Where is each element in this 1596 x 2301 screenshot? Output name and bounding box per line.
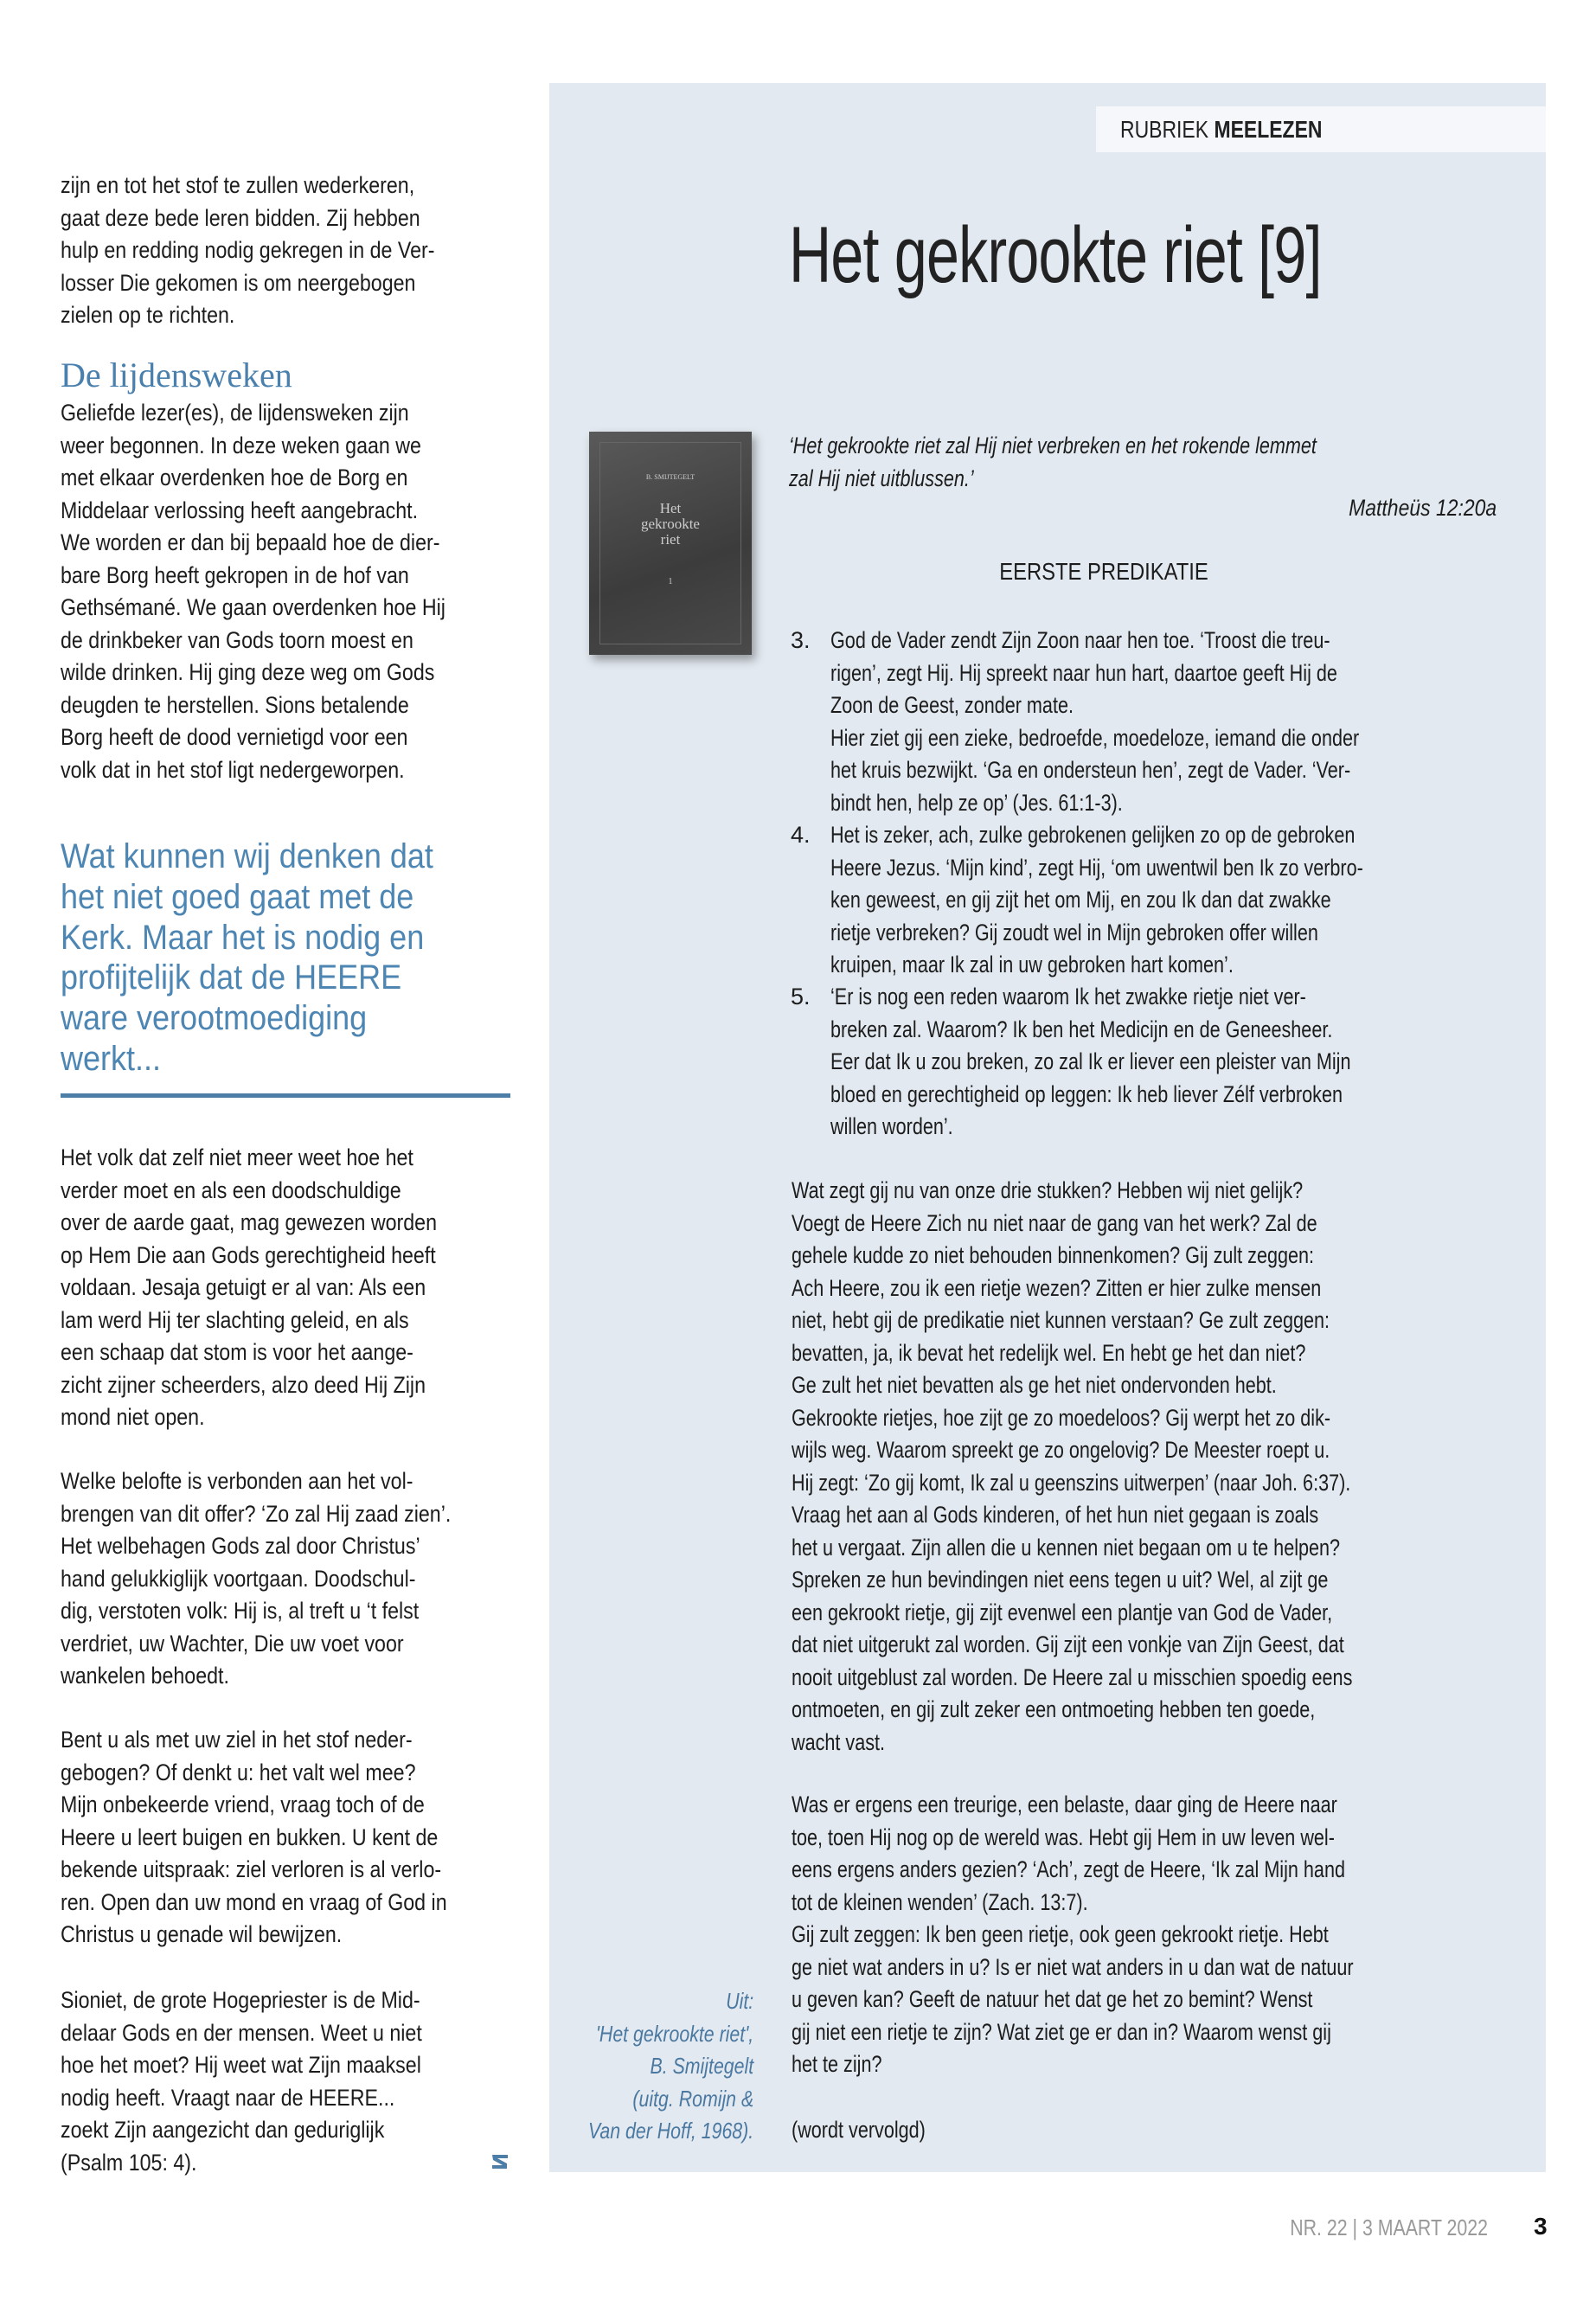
source-caption <box>552 1985 753 2148</box>
rubric-prefix: RUBRIEK <box>1120 116 1209 143</box>
text-line: mond niet open. <box>61 1404 205 1430</box>
text-line: Was er ergens een treurige, een belaste, daar ging de Heere naar <box>792 1791 1337 1817</box>
text-line: 'Het gekrookte riet', <box>595 2020 753 2047</box>
text-line: bevatten, ja, ik bevat het redelijk wel. En hebt ge het dan niet? <box>792 1339 1306 1366</box>
text-line: profijtelijk dat de HEERE <box>61 958 402 997</box>
paragraph <box>61 1984 481 2179</box>
text-line: wankelen behoedt. <box>61 1663 229 1689</box>
pull-quote-divider <box>61 1093 510 1098</box>
list-number: 5. <box>791 984 811 1009</box>
text-line: hoe het moet? Hij weet wat Zijn maaksel <box>61 2052 421 2078</box>
text-line: Heere u leert buigen en bukken. U kent de <box>61 1823 439 1850</box>
text-line: (uitg. Romijn & <box>632 2085 753 2112</box>
list-number: 4. <box>791 822 811 848</box>
list-item <box>830 625 1491 819</box>
list-number: 3. <box>791 627 811 653</box>
text-line: Welke belofte is verbonden aan het vol- <box>61 1468 413 1494</box>
text-line: Voegt de Heere Zich nu niet naar de gang van het werk? Zal de <box>792 1209 1317 1236</box>
text-line: rigen’, zegt Hij. Hij spreekt naar hun hart, daartoe geeft Hij de <box>830 659 1337 686</box>
text-line: Uit: <box>726 1988 753 2014</box>
book-title <box>589 501 752 548</box>
text-line: ken geweest, en gij zijt het om Mij, en zou Ik dan dat zwakke <box>830 887 1331 913</box>
text-line: Vraag het aan al Gods kinderen, of het hun niet gegaan is zoals <box>792 1502 1319 1528</box>
text-line: met elkaar overdenken hoe de Borg en <box>61 465 408 490</box>
text-line: ‘Er is nog een reden waarom Ik het zwakke rietje niet ver- <box>830 984 1306 1009</box>
text-line: bekende uitspraak: ziel verloren is al verlo- <box>61 1856 442 1882</box>
text-line: lam werd Hij ter slachting geleid, en als <box>61 1306 409 1333</box>
text-line: ontmoeten, en gij zult zeker een ontmoeting hebben ten goede, <box>792 1696 1316 1722</box>
text-line: Zoon de Geest, zonder mate. <box>830 692 1074 718</box>
text-line: zal Hij niet uitblussen.’ <box>789 465 974 491</box>
text-line: het te zijn? <box>792 2051 882 2077</box>
text-line: ‘Het gekrookte riet zal Hij niet verbreken en het rokende lemmet <box>789 433 1317 458</box>
text-line: dat niet uitgerukt zal worden. Gij zijt een vonkje van Zijn Geest, dat <box>792 1631 1344 1657</box>
paragraph <box>792 1175 1492 1759</box>
text-line: Van der Hoff, 1968). <box>587 2118 753 2144</box>
text-line: Heere Jezus. ‘Mijn kind’, zegt Hij, ‘om uwentwil ben Ik zo verbro- <box>830 854 1363 881</box>
text-line: Hij zegt: ‘Zo gij komt, Ik zal u geenszins uitwerpen’ (naar Joh. 6:37). <box>792 1469 1351 1496</box>
text-line: Gij zult zeggen: Ik ben geen rietje, ook geen gekrookt rietje. Hebt <box>792 1921 1329 1947</box>
section-heading: De lijdensweken <box>61 356 292 394</box>
text-line: zoekt Zijn aangezicht dan geduriglijk <box>61 2117 385 2143</box>
text-line: ren. Open dan uw mond en vraag of God in <box>61 1888 447 1915</box>
text-line: Wat zegt gij nu van onze drie stukken? Hebben wij niet gelijk? <box>792 1177 1304 1203</box>
text-line: Sioniet, de grote Hogepriester is de Mid- <box>61 1987 420 2013</box>
text-line: willen worden’. <box>830 1113 953 1139</box>
text-line: bare Borg heeft gekropen in de hof van <box>61 561 409 588</box>
continued-text: (wordt vervolgd) <box>792 2117 926 2143</box>
text-line: bindt hen, help ze op’ (Jes. 61:1-3). <box>830 789 1123 816</box>
rubric-name: MEELEZEN <box>1214 116 1323 143</box>
sermon-subheading: EERSTE PREDIKATIE <box>999 558 1208 585</box>
text-line: verdriet, uw Wachter, Die uw voet voor <box>61 1630 404 1657</box>
pull-quote <box>61 836 475 1080</box>
text-line: wilde drinken. Hij ging deze weg om Gods <box>61 659 435 685</box>
text-line: Geliefde lezer(es), de lijdensweken zijn <box>61 400 409 426</box>
text-line: Wat kunnen wij denken dat <box>61 837 433 875</box>
text-line: Gethsémané. We gaan overdenken hoe Hij <box>61 594 445 620</box>
text-line: brengen van dit offer? ‘Zo zal Hij zaad zien’. <box>61 1500 452 1527</box>
text-line: delaar Gods en der mensen. Weet u niet <box>61 2019 422 2046</box>
text-line: hand gelukkiglijk voortgaan. Doodschul- <box>61 1565 416 1592</box>
text-line: Bent u als met uw ziel in het stof neder- <box>61 1727 413 1753</box>
intro-paragraph <box>61 170 496 332</box>
book-author: B. SMIJTEGELT <box>645 473 695 481</box>
text-line: breken zal. Waarom? Ik ben het Medicijn en de Geneesheer. <box>830 1016 1333 1042</box>
book-title-line: riet <box>660 531 681 548</box>
text-line: hulp en redding nodig gekregen in de Ver- <box>61 237 435 263</box>
text-line: werkt... <box>61 1039 162 1078</box>
text-line: deugden te herstellen. Sions betalende <box>61 691 409 718</box>
text-line: eens ergens anders gezien? ‘Ach’, zegt de Heere, ‘Ik zal Mijn hand <box>792 1856 1345 1882</box>
page-number: 3 <box>1534 2213 1548 2240</box>
scripture-quote <box>789 430 1448 495</box>
text-line: het kruis bezwijkt. ‘Ga en ondersteun hen’, zegt de Vader. ‘Ver- <box>830 757 1351 783</box>
text-line: Ge zult het niet bevatten als ge het niet ondervonden hebt. <box>792 1372 1277 1398</box>
book-volume: 1 <box>668 577 673 586</box>
text-line: losser Die gekomen is om neergebogen <box>61 269 416 296</box>
text-line: Eer dat Ik u zou breken, zo zal Ik er liever een pleister van Mijn <box>830 1048 1351 1074</box>
text-line: Het is zeker, ach, zulke gebrokenen gelijken zo op de gebroken <box>830 822 1356 848</box>
text-line: Het volk dat zelf niet meer weet hoe het <box>61 1144 413 1170</box>
text-line: op Hem Die aan Gods gerechtigheid heeft <box>61 1241 436 1268</box>
book-cover-image <box>589 432 752 655</box>
text-line: wijls weg. Waarom spreekt ge zo ongelovig? De Meester roept u. <box>792 1437 1330 1463</box>
text-line: over de aarde gaat, mag gewezen worden <box>61 1209 438 1235</box>
text-line: Mijn onbekeerde vriend, vraag toch of de <box>61 1791 425 1817</box>
text-line: Het welbehagen Gods zal door Christus’ <box>61 1533 420 1559</box>
text-line: Spreken ze hun bevindingen niet eens tegen u uit? Wel, al zijt ge <box>792 1567 1329 1593</box>
list-item <box>830 981 1481 1144</box>
book-title-line: Het <box>659 500 682 516</box>
text-line: Gekrookte rietjes, hoe zijt ge zo moedeloos? Gij werpt het zo dik- <box>792 1404 1331 1431</box>
text-line: rietje verbreken? Gij zoudt wel in Mijn gebroken offer willen <box>830 919 1318 945</box>
text-line: een gekrookt rietje, gij zijt evenwel een plantje van God de Vader, <box>792 1599 1333 1625</box>
text-line: wacht vast. <box>792 1728 886 1755</box>
text-line: het u vergaat. Zijn allen die u kennen niet begaan om u te helpen? <box>792 1534 1341 1561</box>
text-line: Borg heeft de dood vernietigd voor een <box>61 724 408 750</box>
paragraph <box>792 1789 1494 2081</box>
text-line: gaat deze bede leren bidden. Zij hebben <box>61 204 420 231</box>
text-line: gehele kudde zo niet behouden binnenkomen? Gij zult zeggen: <box>792 1242 1315 1268</box>
text-line: toe, toen Hij nog op de wereld was. Hebt gij Hem in uw leven wel- <box>792 1823 1335 1850</box>
text-line: nooit uitgeblust zal worden. De Heere zal u misschien spoedig eens <box>792 1663 1353 1690</box>
text-line: bloed en gerechtigheid op leggen: Ik heb liever Zélf verbroken <box>830 1080 1343 1107</box>
text-line: Christus u genade wil bewijzen. <box>61 1921 343 1947</box>
text-line: weer begonnen. In deze weken gaan we <box>61 432 421 458</box>
text-line: dig, verstoten volk: Hij is, al treft u ‘t felst <box>61 1598 420 1624</box>
text-line: Middelaar verlossing heeft aangebracht. <box>61 497 419 523</box>
text-line: ware verootmoediging <box>61 999 368 1038</box>
section-paragraph <box>61 397 508 786</box>
text-line: tot de kleinen wenden’ (Zach. 13:7). <box>792 1888 1088 1915</box>
text-line: B. Smijtegelt <box>650 2053 753 2079</box>
text-line: zijn en tot het stof te zullen wederkeren, <box>61 172 415 198</box>
text-line: Hier ziet gij een zieke, bedroefde, moedeloze, iemand die onder <box>830 724 1360 751</box>
text-line: zicht zijner scheerders, alzo deed Hij Zijn <box>61 1371 426 1398</box>
text-line: nodig heeft. Vraagt naar de HEERE... <box>61 2084 395 2111</box>
paragraph <box>61 1465 515 1693</box>
text-line: zielen op te richten. <box>61 302 235 328</box>
article-title: Het gekrookte riet [9] <box>789 211 1322 299</box>
text-line: gebogen? Of denkt u: het valt wel mee? <box>61 1759 416 1785</box>
text-line: volk dat in het stof ligt nedergeworpen. <box>61 756 405 783</box>
rubric-label <box>1120 115 1322 144</box>
text-line: voldaan. Jesaja getuigt er al van: Als een <box>61 1274 426 1300</box>
text-line: Kerk. Maar het is nodig en <box>61 918 425 957</box>
end-mark-logo-icon <box>490 2151 510 2172</box>
text-line: God de Vader zendt Zijn Zoon naar hen toe. ‘Troost die treu- <box>830 627 1330 653</box>
scripture-reference: Mattheüs 12:20a <box>1349 495 1497 521</box>
text-line: een schaap dat stom is voor het aange- <box>61 1339 413 1365</box>
text-line: We worden er dan bij bepaald hoe de dier- <box>61 529 440 555</box>
text-line: de drinkbeker van Gods toorn moest en <box>61 626 413 653</box>
text-line: niet, hebt gij de predikatie niet kunnen verstaan? Ge zult zeggen: <box>792 1307 1330 1333</box>
text-line: kruipen, maar Ik zal in uw gebroken hart komen’. <box>830 952 1234 977</box>
text-line: het niet goed gaat met de <box>61 877 414 916</box>
text-line: Ach Heere, zou ik een rietje wezen? Zitten er hier zulke mensen <box>792 1274 1322 1301</box>
text-line: u geven kan? Geeft de natuur het dat ge het zo bemint? Wenst <box>792 1986 1313 2012</box>
list-item <box>830 819 1497 982</box>
book-title-line: gekrookte <box>641 516 700 532</box>
issue-info: NR. 22 | 3 MAART 2022 <box>1290 2214 1488 2240</box>
text-line: (Psalm 105: 4). <box>61 2149 197 2176</box>
continued-note <box>792 2114 959 2147</box>
text-line: ge niet wat anders in u? Is er niet wat anders in u dan wat de natuur <box>792 1953 1354 1980</box>
paragraph <box>61 1142 498 1434</box>
text-line: verder moet en als een doodschuldige <box>61 1176 401 1203</box>
paragraph <box>61 1724 510 1952</box>
text-line: gij niet een rietje te zijn? Wat ziet ge er dan in? Waarom wenst gij <box>792 2018 1331 2045</box>
